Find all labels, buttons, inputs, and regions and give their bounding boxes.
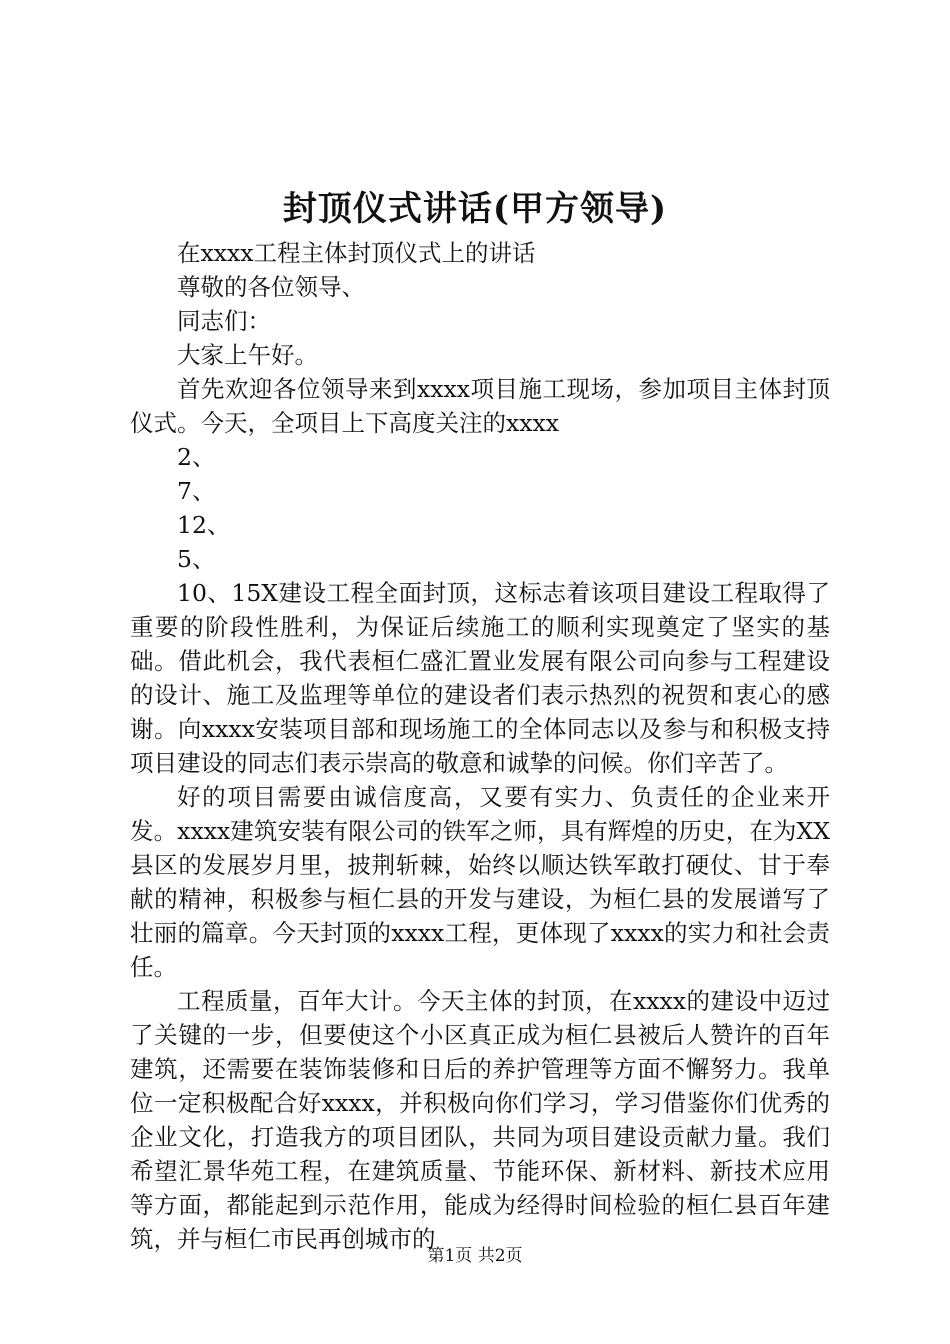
paragraph-greeting: 大家上午好。 <box>177 341 318 369</box>
document-title: 封顶仪式讲话(甲方领导) <box>282 189 668 229</box>
paragraph-comrades: 同志们： <box>177 307 271 335</box>
paragraph-subtitle: 在xxxx工程主体封顶仪式上的讲话 <box>177 239 536 267</box>
paragraph-milestone: 10、15X建设工程全面封顶，这标志着该项目建设工程取得了重要的阶段性胜利，为保证后续施工的顺利实现奠定了坚实的基础。借此机会，我代表桓仁盛汇置业发展有限公司向参与工程建设的设计、施工及监理等单位的建设者们表示热烈的祝贺和衷心的感谢。向xxxx安装项目部和现场施工的全体同志以及参与和积极支持项目建设的同志们表示崇高的敬意和诚挚的问候。你们辛苦了。 <box>130 579 830 777</box>
paragraph-salutation: 尊敬的各位领导、 <box>177 273 365 301</box>
paragraph-number-2: 2、 <box>177 443 216 471</box>
paragraph-number-7: 7、 <box>177 477 216 505</box>
paragraph-number-12: 12、 <box>177 511 231 539</box>
page-footer: 第1页 共2页 <box>427 1246 523 1266</box>
document-body <box>130 236 830 1256</box>
paragraph-developer: 好的项目需要由诚信度高，又要有实力、负责任的企业来开发。xxxx建筑安装有限公司的铁军之师，具有辉煌的历史，在为XX县区的发展岁月里，披荆斩棘，始终以顺达铁军敢打硬仗、甘于奉献的精神，积极参与桓仁县的开发与建设，为桓仁县的发展谱写了壮丽的篇章。今天封顶的xxxx工程，更体现了xxxx的实力和社会责任。 <box>130 783 830 981</box>
paragraph-number-5: 5、 <box>177 545 216 573</box>
paragraph-welcome: 首先欢迎各位领导来到xxxx项目施工现场，参加项目主体封顶仪式。今天，全项目上下高度关注的xxxx <box>130 375 830 437</box>
paragraph-quality: 工程质量，百年大计。今天主体的封顶，在xxxx的建设中迈过了关键的一步，但要使这个小区真正成为桓仁县被后人赞许的百年建筑，还需要在装饰装修和日后的养护管理等方面不懈努力。我单位一定积极配合好xxxx，并积极向你们学习，学习借鉴你们优秀的企业文化，打造我方的项目团队，共同为项目建设贡献力量。我们希望汇景华苑工程，在建筑质量、节能环保、新材料、新技术应用等方面，都能起到示范作用，能成为经得时间检验的桓仁县百年建筑，并与桓仁市民再创城市的 <box>130 987 830 1253</box>
